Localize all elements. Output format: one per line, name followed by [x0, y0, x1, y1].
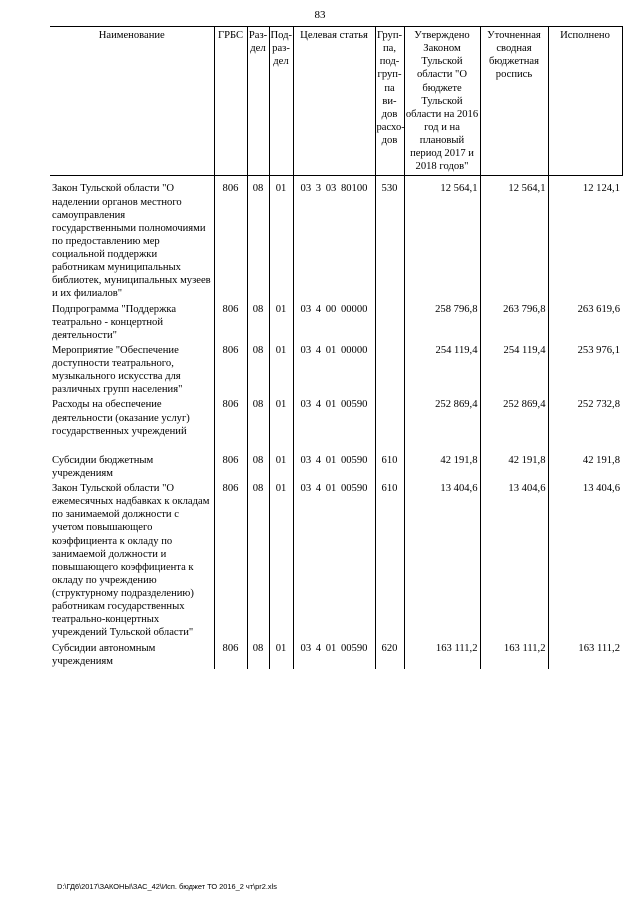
header-name: Наименование — [50, 27, 214, 176]
row-group — [375, 397, 404, 438]
table-row — [50, 481, 622, 641]
row-grbs: 806 — [214, 641, 247, 669]
row-grbs: 806 — [214, 302, 247, 343]
page-number: 83 — [314, 9, 326, 21]
row-approved: 252 869,4 — [404, 397, 480, 438]
row-grbs: 806 — [214, 453, 247, 481]
row-razdel: 08 — [247, 343, 269, 398]
row-executed: 13 404,6 — [548, 481, 622, 641]
row-approved: 254 119,4 — [404, 343, 480, 398]
row-approved: 13 404,6 — [404, 481, 480, 641]
row-razdel: 08 — [247, 641, 269, 669]
budget-table — [50, 26, 623, 669]
row-name: Субсидии автономным учреждениям — [52, 642, 156, 667]
row-podrazdel: 01 — [269, 397, 293, 438]
row-podrazdel: 01 — [269, 176, 293, 302]
row-name: Подпрограмма "Поддержка театрально - концертной деятельности" — [52, 303, 177, 341]
header-group: Груп-па, под-груп-па ви-дов расхо-дов — [375, 27, 404, 176]
row-razdel: 08 — [247, 453, 269, 481]
row-executed: 42 191,8 — [548, 453, 622, 481]
row-grbs: 806 — [214, 397, 247, 438]
header-grbs: ГРБС — [214, 27, 247, 176]
table-row — [50, 453, 622, 481]
row-razdel: 08 — [247, 302, 269, 343]
header-executed: Исполнено — [548, 27, 622, 176]
row-group — [375, 302, 404, 343]
row-target: 03 4 00 00000 — [293, 302, 375, 343]
row-target: 03 3 03 80100 — [293, 176, 375, 302]
row-podrazdel: 01 — [269, 302, 293, 343]
row-revised: 263 796,8 — [480, 302, 548, 343]
row-grbs: 806 — [214, 481, 247, 641]
table-header-row — [50, 27, 622, 176]
row-razdel: 08 — [247, 481, 269, 641]
table-row — [50, 302, 622, 343]
row-revised: 12 564,1 — [480, 176, 548, 302]
row-executed: 253 976,1 — [548, 343, 622, 398]
row-name: Субсидии бюджетным учреждениям — [52, 454, 154, 479]
row-target: 03 4 01 00590 — [293, 481, 375, 641]
row-revised: 163 111,2 — [480, 641, 548, 669]
table-row — [50, 343, 622, 398]
row-group: 610 — [375, 481, 404, 641]
row-group: 620 — [375, 641, 404, 669]
row-podrazdel: 01 — [269, 453, 293, 481]
row-approved: 42 191,8 — [404, 453, 480, 481]
row-razdel: 08 — [247, 397, 269, 438]
row-executed: 12 124,1 — [548, 176, 622, 302]
footer-file-path: D:\ГД6\2017\ЗАКОНЫ\ЗАС_42\Исп. бюджет ТО 2016_2 чт\pr2.xls — [57, 882, 277, 891]
row-target: 03 4 01 00590 — [293, 641, 375, 669]
row-revised: 252 869,4 — [480, 397, 548, 438]
row-approved: 258 796,8 — [404, 302, 480, 343]
row-podrazdel: 01 — [269, 641, 293, 669]
header-razdel: Раз-дел — [247, 27, 269, 176]
row-approved: 12 564,1 — [404, 176, 480, 302]
header-approved: Утверждено Законом Тульской области "О бюджете Тульской области на 2016 год и на плановый период 2017 и 2018 годов" — [404, 27, 480, 176]
row-target: 03 4 01 00000 — [293, 343, 375, 398]
row-name: Закон Тульской области "О ежемесячных надбавках к окладам по занимаемой должности с учетом повышающего коэффициента к окладу по занимаемой должности и повышающего коэффициента к окладу по учреждению (структурному подразделению) работникам государственных театрально-концертных учреждений Тульской области" — [52, 483, 210, 639]
table-row — [50, 397, 622, 438]
row-revised: 13 404,6 — [480, 481, 548, 641]
row-spacer — [50, 439, 622, 453]
row-podrazdel: 01 — [269, 481, 293, 641]
header-target: Целевая статья — [293, 27, 375, 176]
row-podrazdel: 01 — [269, 343, 293, 398]
row-revised: 42 191,8 — [480, 453, 548, 481]
row-executed: 263 619,6 — [548, 302, 622, 343]
row-target: 03 4 01 00590 — [293, 453, 375, 481]
row-name: Закон Тульской области "О наделении органов местного самоуправления государственными полномочиями по предоставлению мер социальной поддержки работникам муниципальных библиотек, муниципальных музеев и их филиалов" — [52, 183, 211, 300]
row-grbs: 806 — [214, 176, 247, 302]
row-approved: 163 111,2 — [404, 641, 480, 669]
row-target: 03 4 01 00590 — [293, 397, 375, 438]
row-revised: 254 119,4 — [480, 343, 548, 398]
row-name: Расходы на обеспечение деятельности (оказание услуг) государственных учреждений — [52, 399, 190, 437]
row-executed: 252 732,8 — [548, 397, 622, 438]
row-group: 610 — [375, 453, 404, 481]
row-executed: 163 111,2 — [548, 641, 622, 669]
row-group: 530 — [375, 176, 404, 302]
row-name: Мероприятие "Обеспечение доступности театрального, музыкального искусства для различных групп населения" — [52, 344, 183, 396]
table-row — [50, 176, 622, 302]
row-grbs: 806 — [214, 343, 247, 398]
header-podrazdel: Под-раз-дел — [269, 27, 293, 176]
row-razdel: 08 — [247, 176, 269, 302]
row-group — [375, 343, 404, 398]
header-revised: Уточненная сводная бюджетная роспись — [480, 27, 548, 176]
table-row — [50, 641, 622, 669]
